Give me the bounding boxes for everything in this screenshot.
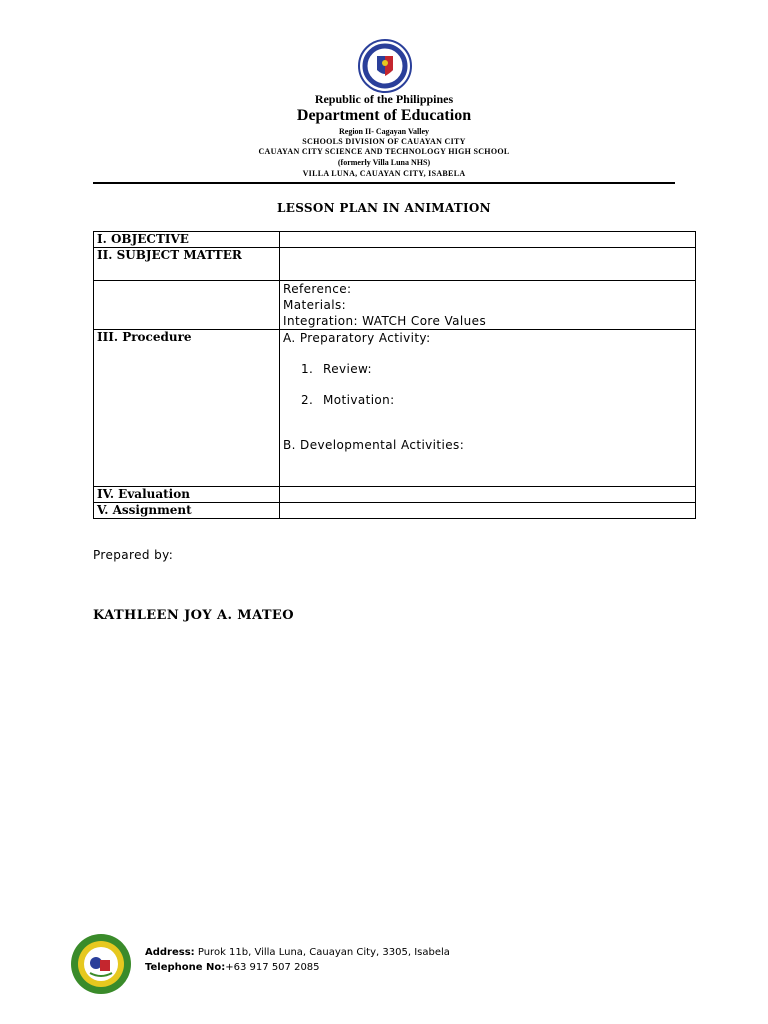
procedure-label: III. Procedure	[94, 330, 280, 487]
references-cell[interactable]	[280, 281, 696, 330]
document-title: LESSON PLAN IN ANIMATION	[277, 201, 491, 215]
list-item: 1. Review:	[301, 362, 373, 376]
address-value: Purok 11b, Villa Luna, Cauayan City, 3305, Isabela	[194, 947, 450, 958]
integration-text: Integration: WATCH Core Values	[283, 314, 487, 328]
school-address: VILLA LUNA, CAUAYAN CITY, ISABELA	[302, 169, 466, 178]
references-empty-cell	[94, 281, 280, 330]
preparatory-activity-text: A. Preparatory Activity:	[283, 331, 431, 345]
footer-phone-line	[145, 960, 450, 975]
objective-cell[interactable]	[280, 232, 696, 248]
school-logo	[70, 933, 132, 995]
list-item: 2. Motivation:	[301, 393, 395, 407]
table-row-subject-matter	[94, 248, 696, 281]
review-text: Review:	[323, 362, 373, 376]
assignment-label: V. Assignment	[94, 503, 280, 519]
prepared-by-label: Prepared by:	[93, 548, 174, 562]
table-row-assignment	[94, 503, 696, 519]
table-row-evaluation	[94, 487, 696, 503]
school-name: CAUAYAN CITY SCIENCE AND TECHNOLOGY HIGH SCHOOL	[258, 147, 510, 156]
lesson-plan-table	[93, 231, 696, 519]
table-row-objective	[94, 232, 696, 248]
division-text: SCHOOLS DIVISION OF CAUAYAN CITY	[302, 137, 466, 146]
reference-text: Reference:	[283, 282, 352, 296]
motivation-text: Motivation:	[323, 393, 395, 407]
table-row-references	[94, 281, 696, 330]
department-title: Department of Education	[296, 107, 472, 124]
footer-address-line	[145, 945, 450, 960]
assignment-cell[interactable]	[280, 503, 696, 519]
procedure-cell[interactable]	[280, 330, 696, 487]
subject-matter-label: II. SUBJECT MATTER	[94, 248, 280, 281]
subject-matter-cell[interactable]	[280, 248, 696, 281]
republic-text: Republic of the Philippines	[314, 92, 454, 106]
header-divider	[93, 182, 675, 184]
objective-label: I. OBJECTIVE	[94, 232, 280, 248]
table-row-procedure	[94, 330, 696, 487]
telephone-value: +63 917 507 2085	[225, 962, 320, 973]
procedure-steps-list	[283, 362, 692, 408]
address-label: Address:	[145, 947, 195, 958]
region-text: Region II- Cagayan Valley	[338, 127, 429, 136]
formerly-text: (formerly Villa Luna NHS)	[337, 158, 431, 167]
footer-contact	[145, 945, 450, 975]
materials-text: Materials:	[283, 298, 347, 312]
deped-seal-logo	[347, 38, 423, 94]
evaluation-cell[interactable]	[280, 487, 696, 503]
telephone-label: Telephone No:	[145, 962, 226, 973]
evaluation-label: IV. Evaluation	[94, 487, 280, 503]
preparer-name: KATHLEEN JOY A. MATEO	[93, 608, 294, 623]
developmental-activities-text: B. Developmental Activities:	[283, 438, 465, 452]
